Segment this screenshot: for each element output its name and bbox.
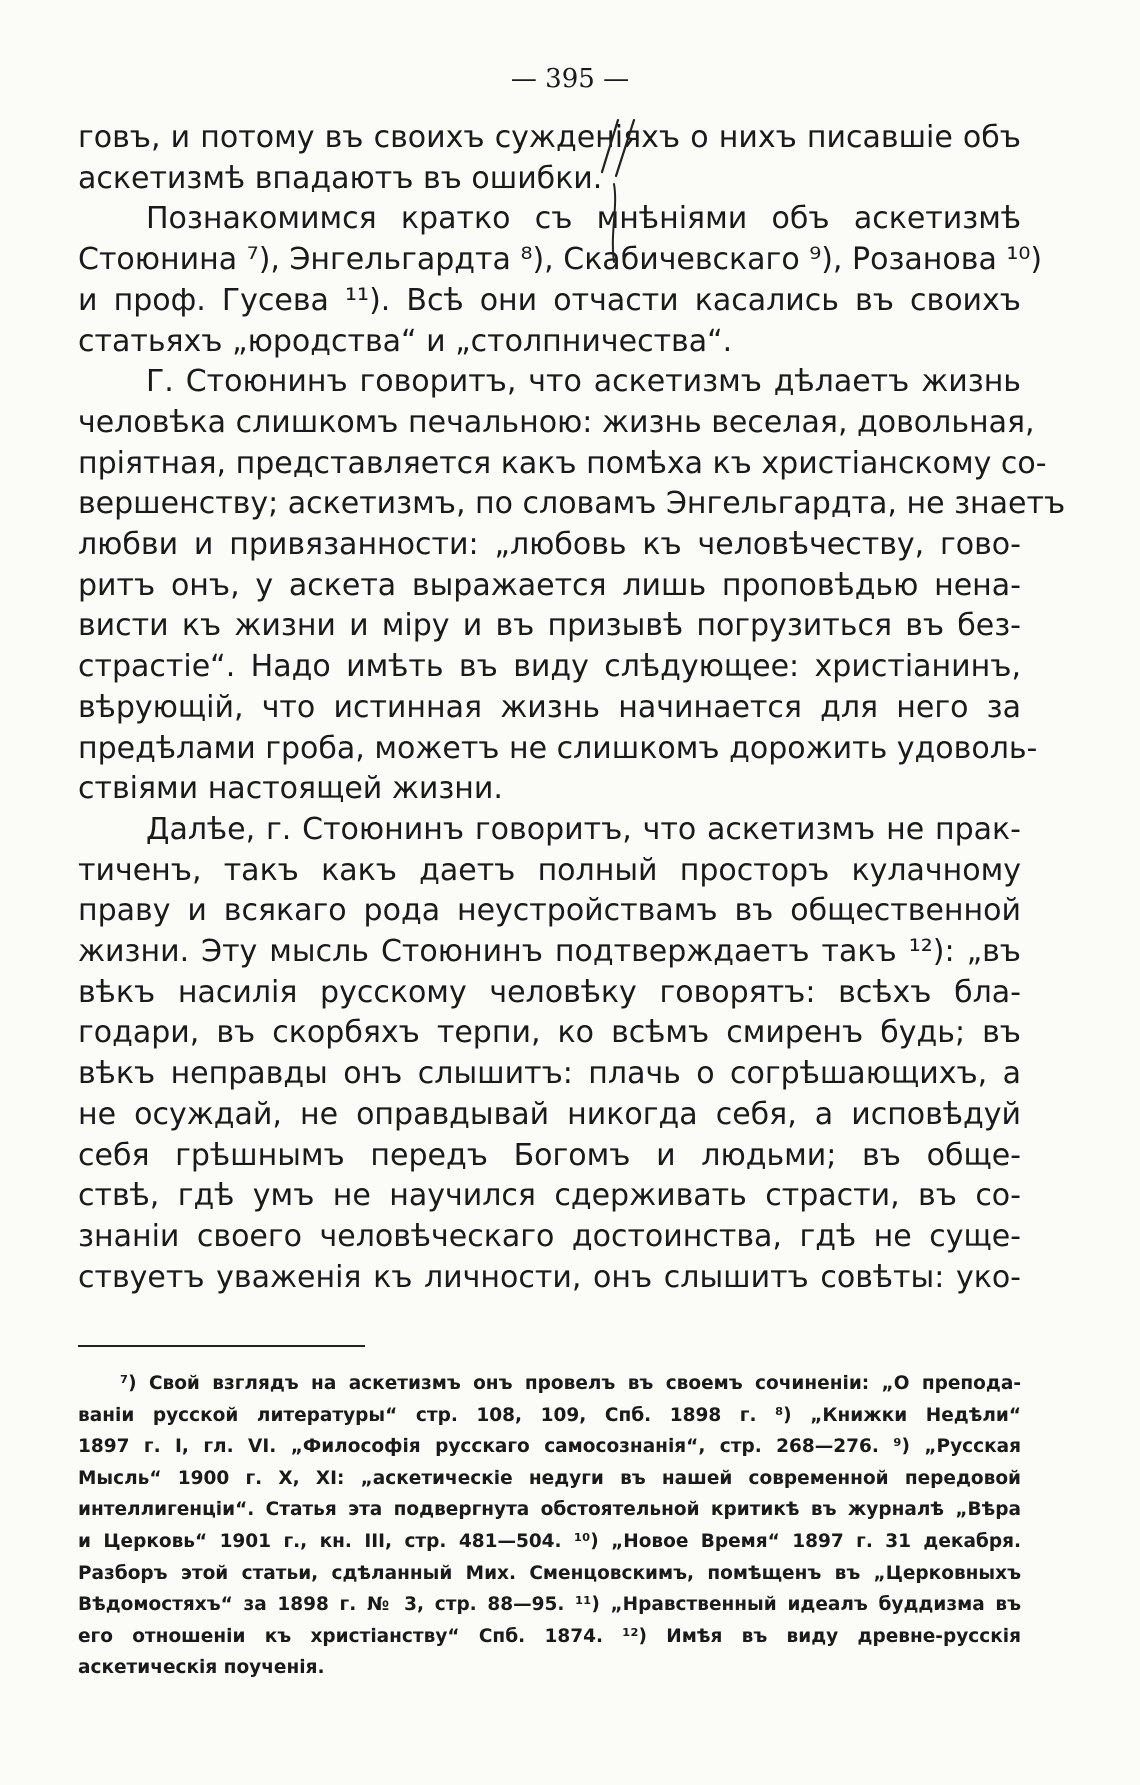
footnote-line: Мысль“ 1900 г. X, XI: „аскетическіе недуги въ нашей современной передовой — [78, 1467, 1021, 1489]
text-line: вѣрующій, что истинная жизнь начинается для него за — [78, 689, 1021, 725]
text-line: любви и привязанности: „любовь къ человѣчеству, гово- — [78, 527, 1021, 563]
text-line: пріятная, представляется какъ помѣха къ христіанскому со- — [78, 445, 1047, 481]
text-line: Г. Стоюнинъ говоритъ, что аскетизмъ дѣлаетъ жизнь — [146, 364, 1021, 400]
text-line: ствѣ, гдѣ умъ не научился сдерживать страсти, въ со- — [78, 1178, 1021, 1214]
body-text — [78, 118, 1066, 1298]
text-line: не осуждай, не оправдывай никогда себя, а исповѣдуй — [78, 1096, 1021, 1132]
page-number: — 395 — — [510, 64, 630, 94]
text-line: ритъ онъ, у аскета выражается лишь проповѣдью нена- — [78, 567, 1021, 603]
text-line: предѣлами гроба, можетъ не слишкомъ дорожить удоволь- — [78, 730, 1038, 766]
text-line: страстіе“. Надо имѣть въ виду слѣдующее: христіанинъ, — [78, 649, 1021, 685]
handwritten-mark — [600, 112, 660, 272]
text-line: жизни. Эту мысль Стоюнинъ подтверждаетъ такъ ¹²): „въ — [78, 934, 1021, 970]
footnotes — [78, 1368, 1021, 1684]
text-line: Стоюнина ⁷), Энгельгардта ⁸), Скабичевскаго ⁹), Розанова ¹⁰) — [78, 242, 1043, 278]
text-line: висти къ жизни и міру и въ призывѣ погрузиться въ без- — [78, 608, 1021, 644]
text-line: ствуетъ уваженія къ личности, онъ слышитъ совѣты: уко- — [78, 1259, 1021, 1295]
text-line: вершенству; аскетизмъ, по словамъ Энгельгардта, не знаетъ — [78, 486, 1066, 522]
text-line: вѣкъ насилія русскому человѣку говорятъ: всѣхъ бла- — [78, 974, 1021, 1010]
footnote-separator — [78, 1345, 365, 1347]
text-line: человѣка слишкомъ печальною: жизнь веселая, довольная, — [78, 404, 1035, 440]
footnote-line: ⁷) Свой взглядъ на аскетизмъ онъ провелъ въ своемъ сочиненіи: „О преподa- — [120, 1373, 1021, 1394]
footnote-line: аскетическія поученія. — [78, 1657, 325, 1679]
text-line: аскетизмѣ впадаютъ въ ошибки. — [78, 160, 603, 196]
text-line: говъ, и потому въ своихъ сужденіяхъ о нихъ писавшіе объ — [78, 120, 1021, 155]
footnote-line: 1897 г. I, гл. VI. „Философія русскаго самосознанія“, стр. 268—276. ⁹) „Русская — [78, 1436, 1021, 1458]
text-line: знаніи своего человѣческаго достоинства, гдѣ не суще- — [78, 1218, 1021, 1254]
footnote-line: Разборъ этой статьи, сдѣланный Мих. Сменцовскимъ, помѣщенъ въ „Церковныхъ — [78, 1562, 1021, 1584]
text-line: статьяхъ „юродства“ и „столпничества“. — [78, 323, 733, 359]
footnote-line: его отношеніи къ христіанству“ Спб. 1874. ¹²) Имѣя въ виду древне-русскія — [78, 1625, 1021, 1647]
footnote-line: и Церковь“ 1901 г., кн. III, стр. 481—504. ¹⁰) „Новое Время“ 1897 г. 31 декабря. — [78, 1530, 1021, 1552]
text-line: и проф. Гусева ¹¹). Всѣ они отчасти касались въ своихъ — [78, 282, 1021, 318]
text-line: вѣкъ неправды онъ слышитъ: плачь о согрѣшающихъ, а — [78, 1056, 1021, 1092]
footnote-line: интеллигенціи“. Статья эта подвергнута обстоятельной критикѣ въ журналѣ „Вѣра — [78, 1499, 1021, 1521]
footnote-line: ваніи русской литературы“ стр. 108, 109, Спб. 1898 г. ⁸) „Книжки Недѣли“ — [78, 1404, 1021, 1426]
text-line: себя грѣшнымъ передъ Богомъ и людьми; въ обще- — [78, 1137, 1021, 1173]
text-line: тиченъ, такъ какъ даетъ полный просторъ кулачному — [78, 852, 1021, 888]
text-line: Познакомимся кратко съ мнѣніями объ аскетизмѣ — [146, 201, 1021, 237]
footnote-line: Вѣдомостяхъ“ за 1898 г. № 3, стр. 88—95. ¹¹) „Нравственный идеалъ буддизма въ — [78, 1594, 1021, 1616]
text-line: годари, въ скорбяхъ терпи, ко всѣмъ смиренъ будь; въ — [78, 1015, 1021, 1051]
text-line: ствіями настоящей жизни. — [78, 771, 503, 807]
text-line: Далѣе, г. Стоюнинъ говоритъ, что аскетизмъ не прак- — [146, 811, 1021, 847]
text-line: праву и всякаго рода неустройствамъ въ общественной — [78, 893, 1021, 929]
